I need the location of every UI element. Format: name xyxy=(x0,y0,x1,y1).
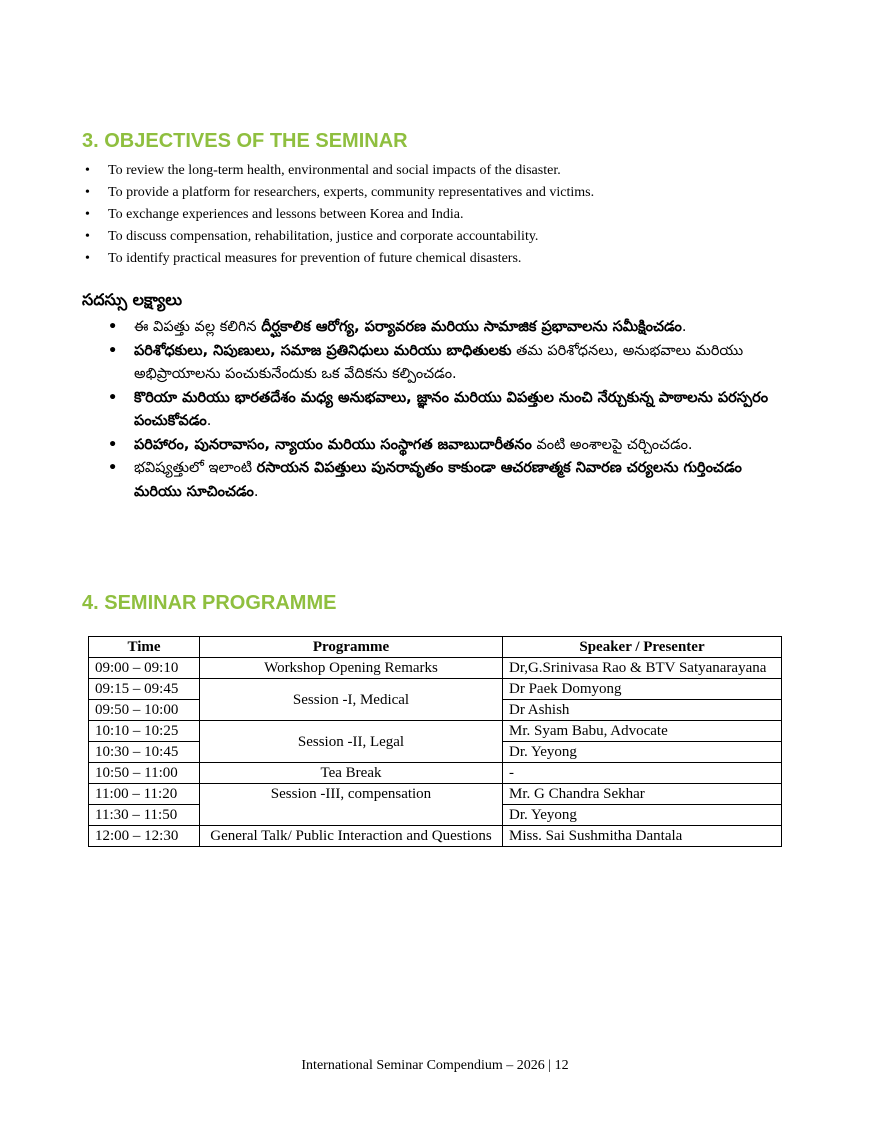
column-header-speaker: Speaker / Presenter xyxy=(503,637,782,658)
time-cell: 09:00 – 09:10 xyxy=(89,658,200,679)
time-cell: 12:00 – 12:30 xyxy=(89,826,200,847)
programme-table xyxy=(88,636,782,847)
time-cell: 10:10 – 10:25 xyxy=(89,721,200,742)
table-row xyxy=(89,763,782,784)
speaker-cell: Dr,G.Srinivasa Rao & BTV Satyanarayana xyxy=(503,658,782,679)
speaker-cell: Dr. Yeyong xyxy=(503,805,782,826)
telugu-objective-item: • కొరియా మరియు భారతదేశం మధ్య అనుభవాలు, జ్ఞానం మరియు విపత్తుల నుంచి నేర్చుకున్న పాఠాలను పరస్పరం పంచుకోవడం. xyxy=(108,387,788,434)
objective-item: • To review the long-term health, environmental and social impacts of the disaster. xyxy=(82,160,802,182)
programme-cell: Workshop Opening Remarks xyxy=(200,658,503,679)
speaker-cell: Dr Ashish xyxy=(503,700,782,721)
telugu-objective-item: • పరిహారం, పునరావాసం, న్యాయం మరియు సంస్థాగత జవాబుదారీతనం వంటి అంశాలపై చర్చించడం. xyxy=(108,434,788,458)
table-row xyxy=(89,721,782,742)
speaker-cell: Miss. Sai Sushmitha Dantala xyxy=(503,826,782,847)
page-footer: International Seminar Compendium – 2026 | 12 xyxy=(301,1058,569,1073)
objective-item: • To exchange experiences and lessons between Korea and India. xyxy=(82,204,802,226)
column-header-programme: Programme xyxy=(200,637,503,658)
programme-cell: Session -III, compensation xyxy=(200,784,503,826)
table-row xyxy=(89,826,782,847)
telugu-objectives-heading: సదస్సు లక్ష్యాలు xyxy=(82,290,183,309)
programme-cell: General Talk/ Public Interaction and Questions xyxy=(200,826,503,847)
time-cell: 11:00 – 11:20 xyxy=(89,784,200,805)
telugu-objective-item: • పరిశోధకులు, నిపుణులు, సమాజ ప్రతినిధులు మరియు బాధితులకు తమ పరిశోధనలు, అనుభవాలు మరియు అభిప్రాయాలను పంచుకునేందుకు ఒక వేదికను కల్పించడం. xyxy=(108,340,788,387)
table-row xyxy=(89,679,782,700)
speaker-cell: Mr. Syam Babu, Advocate xyxy=(503,721,782,742)
time-cell: 10:30 – 10:45 xyxy=(89,742,200,763)
time-cell: 10:50 – 11:00 xyxy=(89,763,200,784)
table-row xyxy=(89,658,782,679)
column-header-time: Time xyxy=(89,637,200,658)
programme-heading: 4. SEMINAR PROGRAMME xyxy=(82,592,337,614)
telugu-objective-item: • ఈ విపత్తు వల్ల కలిగిన దీర్ఘకాలిక ఆరోగ్య, పర్యావరణ మరియు సామాజిక ప్రభావాలను సమీక్షించడం. xyxy=(108,316,788,340)
objective-item: • To provide a platform for researchers, experts, community representatives and victims. xyxy=(82,182,802,204)
programme-cell: Session -II, Legal xyxy=(200,721,503,763)
objectives-list xyxy=(82,160,802,270)
time-cell: 09:50 – 10:00 xyxy=(89,700,200,721)
telugu-objectives-list xyxy=(108,316,788,504)
objective-item: • To discuss compensation, rehabilitation, justice and corporate accountability. xyxy=(82,226,802,248)
speaker-cell: Dr. Yeyong xyxy=(503,742,782,763)
speaker-cell: - xyxy=(503,763,782,784)
speaker-cell: Mr. G Chandra Sekhar xyxy=(503,784,782,805)
telugu-objective-item: • భవిష్యత్తులో ఇలాంటి రసాయన విపత్తులు పునరావృతం కాకుండా ఆచరణాత్మక నివారణ చర్యలను గుర్తించడం మరియు సూచించడం. xyxy=(108,457,788,504)
table-header-row xyxy=(89,637,782,658)
time-cell: 11:30 – 11:50 xyxy=(89,805,200,826)
objectives-heading: 3. OBJECTIVES OF THE SEMINAR xyxy=(82,130,408,152)
programme-cell: Tea Break xyxy=(200,763,503,784)
table-row xyxy=(89,784,782,805)
objective-item: • To identify practical measures for prevention of future chemical disasters. xyxy=(82,248,802,270)
speaker-cell: Dr Paek Domyong xyxy=(503,679,782,700)
programme-cell: Session -I, Medical xyxy=(200,679,503,721)
time-cell: 09:15 – 09:45 xyxy=(89,679,200,700)
